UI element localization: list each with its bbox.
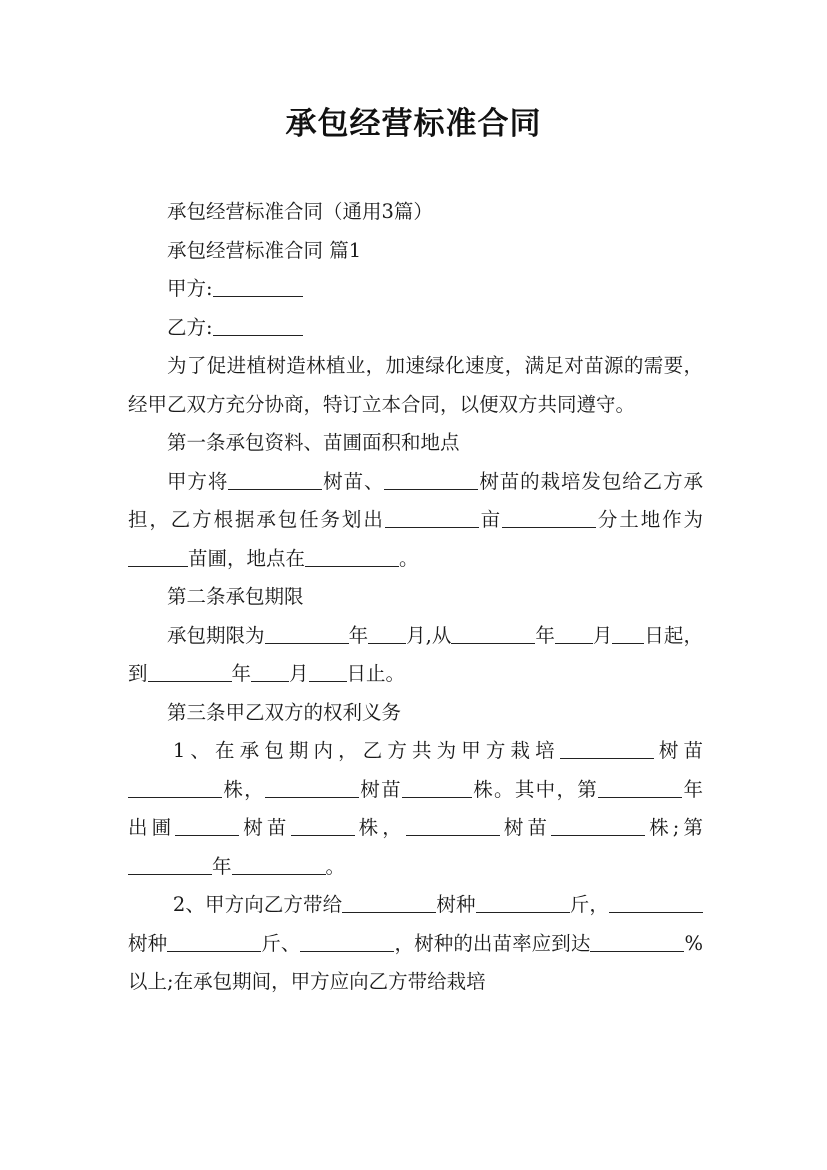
blank[interactable] xyxy=(265,622,349,643)
article-2-heading xyxy=(128,578,703,617)
blank[interactable] xyxy=(128,776,222,797)
item-1-text: 树苗 xyxy=(653,739,703,762)
blank[interactable] xyxy=(167,930,261,951)
article-2-text: 月 xyxy=(289,662,309,685)
blank[interactable] xyxy=(128,545,188,566)
item-1-text: 树苗 xyxy=(499,816,552,839)
item-2-text: 树种 xyxy=(436,893,476,916)
article-2-heading-text: 第二条承包期限 xyxy=(167,585,304,608)
blank[interactable] xyxy=(451,622,535,643)
subtitle-text: 承包经营标准合同（通用3篇） xyxy=(167,200,433,223)
item-1-text: 1、在承包期内，乙方共为甲方栽培 xyxy=(172,739,560,762)
article-2-text: 年 xyxy=(535,623,555,647)
article-1-paragraph xyxy=(128,463,703,579)
blank[interactable] xyxy=(551,815,645,836)
blank[interactable] xyxy=(251,661,289,682)
subtitle-line xyxy=(128,193,703,232)
party-b-blank[interactable] xyxy=(213,314,303,335)
item-1-text: 树苗 xyxy=(358,777,402,801)
intro-text: 为了促进植树造林植业，加速绿化速度，满足对苗源的需要，经甲乙双方充分协商，特订立本合同，以便双方共同遵守。 xyxy=(128,354,703,416)
blank[interactable] xyxy=(560,738,654,759)
article-1-text: 树苗、 xyxy=(322,469,385,493)
blank[interactable] xyxy=(232,853,326,874)
blank[interactable] xyxy=(309,661,347,682)
blank[interactable] xyxy=(555,622,593,643)
blank[interactable] xyxy=(265,776,359,797)
article-1-text: 分土地作为 xyxy=(596,508,703,531)
article-1-heading xyxy=(128,424,703,463)
article-2-text: 年 xyxy=(231,662,252,685)
party-a-label: 甲方: xyxy=(167,277,213,300)
item-2-text: 树种 xyxy=(128,931,168,955)
blank[interactable] xyxy=(300,930,394,951)
article-2-text: 年 xyxy=(348,623,369,647)
item-2-text: %以上;在承包期间，甲方应向乙方带给栽培 xyxy=(128,931,703,993)
party-b-label: 乙方: xyxy=(167,315,213,339)
item-1-text: 树苗 xyxy=(239,816,291,839)
blank[interactable] xyxy=(128,853,212,874)
blank[interactable] xyxy=(406,815,500,836)
blank[interactable] xyxy=(342,892,436,913)
article-1-text: 树苗的栽培发包给乙方承担，乙方根据承包任务划出 xyxy=(128,469,703,531)
party-b-line xyxy=(128,309,703,348)
item-2-text: 2、甲方向乙方带给 xyxy=(172,893,343,916)
blank[interactable] xyxy=(598,776,682,797)
article-1-text: 甲方将 xyxy=(167,469,229,493)
item-2-text: ，树种的出苗率应到达 xyxy=(394,931,591,955)
blank[interactable] xyxy=(228,468,322,489)
blank[interactable] xyxy=(402,776,472,797)
blank[interactable] xyxy=(385,507,479,528)
party-a-line xyxy=(128,270,703,309)
article-3-heading-text: 第三条甲乙双方的权利义务 xyxy=(167,700,402,724)
article-1-text: 苗圃，地点在 xyxy=(188,546,306,570)
party-a-blank[interactable] xyxy=(213,276,303,297)
blank[interactable] xyxy=(502,507,596,528)
blank[interactable] xyxy=(368,622,406,643)
item-2-paragraph xyxy=(128,886,703,1002)
article-2-text: 承包期限为 xyxy=(167,623,265,647)
item-1-paragraph xyxy=(128,732,703,886)
document-title: 承包经营标准合同 xyxy=(285,106,542,142)
blank[interactable] xyxy=(612,622,644,643)
item-2-text: 斤， xyxy=(569,893,609,916)
item-1-text: 株， xyxy=(354,816,406,839)
section-heading xyxy=(128,232,703,271)
item-2-text: 斤、 xyxy=(261,931,301,955)
item-1-text: 株;第 xyxy=(645,816,703,839)
blank[interactable] xyxy=(305,545,399,566)
document-body xyxy=(128,193,703,1002)
article-2-paragraph xyxy=(128,617,703,694)
article-1-text: 。 xyxy=(399,546,419,570)
article-2-text: 月,从 xyxy=(406,623,452,647)
article-2-text: 日止。 xyxy=(346,662,406,685)
blank[interactable] xyxy=(175,815,239,836)
article-3-heading xyxy=(128,694,703,733)
intro-paragraph xyxy=(128,347,703,424)
article-1-text: 亩 xyxy=(478,508,503,531)
item-1-text: 年 xyxy=(212,854,232,878)
blank[interactable] xyxy=(291,815,355,836)
blank[interactable] xyxy=(384,468,478,489)
item-1-text: 年出圃 xyxy=(128,777,703,839)
section-heading-text: 承包经营标准合同 篇1 xyxy=(167,238,362,262)
item-1-text: 株。其中，第 xyxy=(471,777,599,801)
article-2-text: 日起，到 xyxy=(128,623,703,685)
blank[interactable] xyxy=(590,930,684,951)
article-2-text: 月 xyxy=(592,623,613,647)
blank[interactable] xyxy=(609,892,703,913)
item-1-text: 。 xyxy=(325,854,346,878)
item-1-text: 株， xyxy=(222,777,265,801)
blank[interactable] xyxy=(148,661,232,682)
blank[interactable] xyxy=(476,892,570,913)
article-1-heading-text: 第一条承包资料、苗圃面积和地点 xyxy=(167,431,460,454)
